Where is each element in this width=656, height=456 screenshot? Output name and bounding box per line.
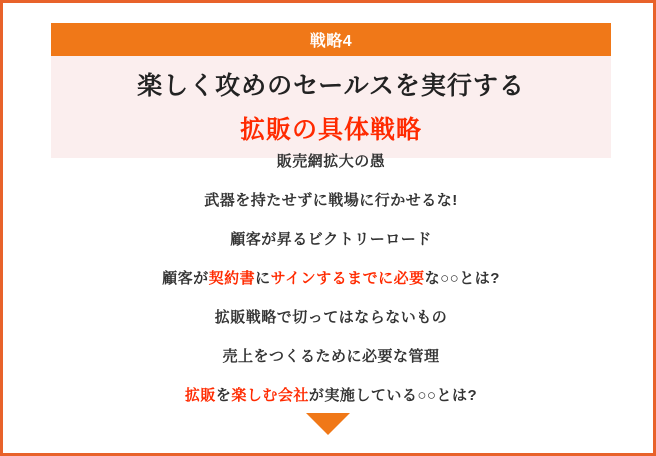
- strategy-number-bar: 戦略4: [51, 23, 611, 56]
- bullet-text: 武器を持たせずに戦場に行かせるな!: [204, 192, 458, 209]
- bullet-text: が実施している○○とは?: [308, 387, 478, 404]
- bullet-highlight-text: 拡販: [184, 387, 216, 404]
- bullet-text: を: [215, 387, 232, 404]
- bullet-text: 拡販戦略で切ってはならないもの: [214, 309, 448, 326]
- bullet-text: に: [255, 270, 271, 287]
- bullet-item: [3, 180, 656, 219]
- header-block: [51, 23, 611, 158]
- page-title-line1: 楽しく攻めのセールスを実行する: [137, 72, 525, 100]
- bullet-text: 顧客が: [162, 270, 209, 287]
- bullet-highlight-text: サインするまでに必要: [270, 270, 425, 287]
- bullet-item: [3, 141, 656, 180]
- bullet-item: [3, 297, 656, 336]
- bullet-item: [3, 219, 656, 258]
- bullet-highlight-text: 楽しむ会社: [231, 387, 309, 404]
- bullet-item: [3, 258, 656, 297]
- bullet-list: [3, 141, 656, 414]
- bullet-text: な○○とは?: [424, 270, 500, 287]
- bullet-text: 売上をつくるために必要な管理: [222, 348, 440, 365]
- bullet-text: 販売網拡大の愚: [276, 153, 386, 170]
- bullet-item: [3, 336, 656, 375]
- page-title-line2: 拡販の具体戦略: [239, 116, 422, 144]
- bullet-item: [3, 375, 656, 414]
- bullet-highlight-text: 契約書: [208, 270, 256, 287]
- down-triangle-icon: [306, 413, 350, 435]
- bullet-text: 顧客が昇るビクトリーロード: [230, 231, 432, 248]
